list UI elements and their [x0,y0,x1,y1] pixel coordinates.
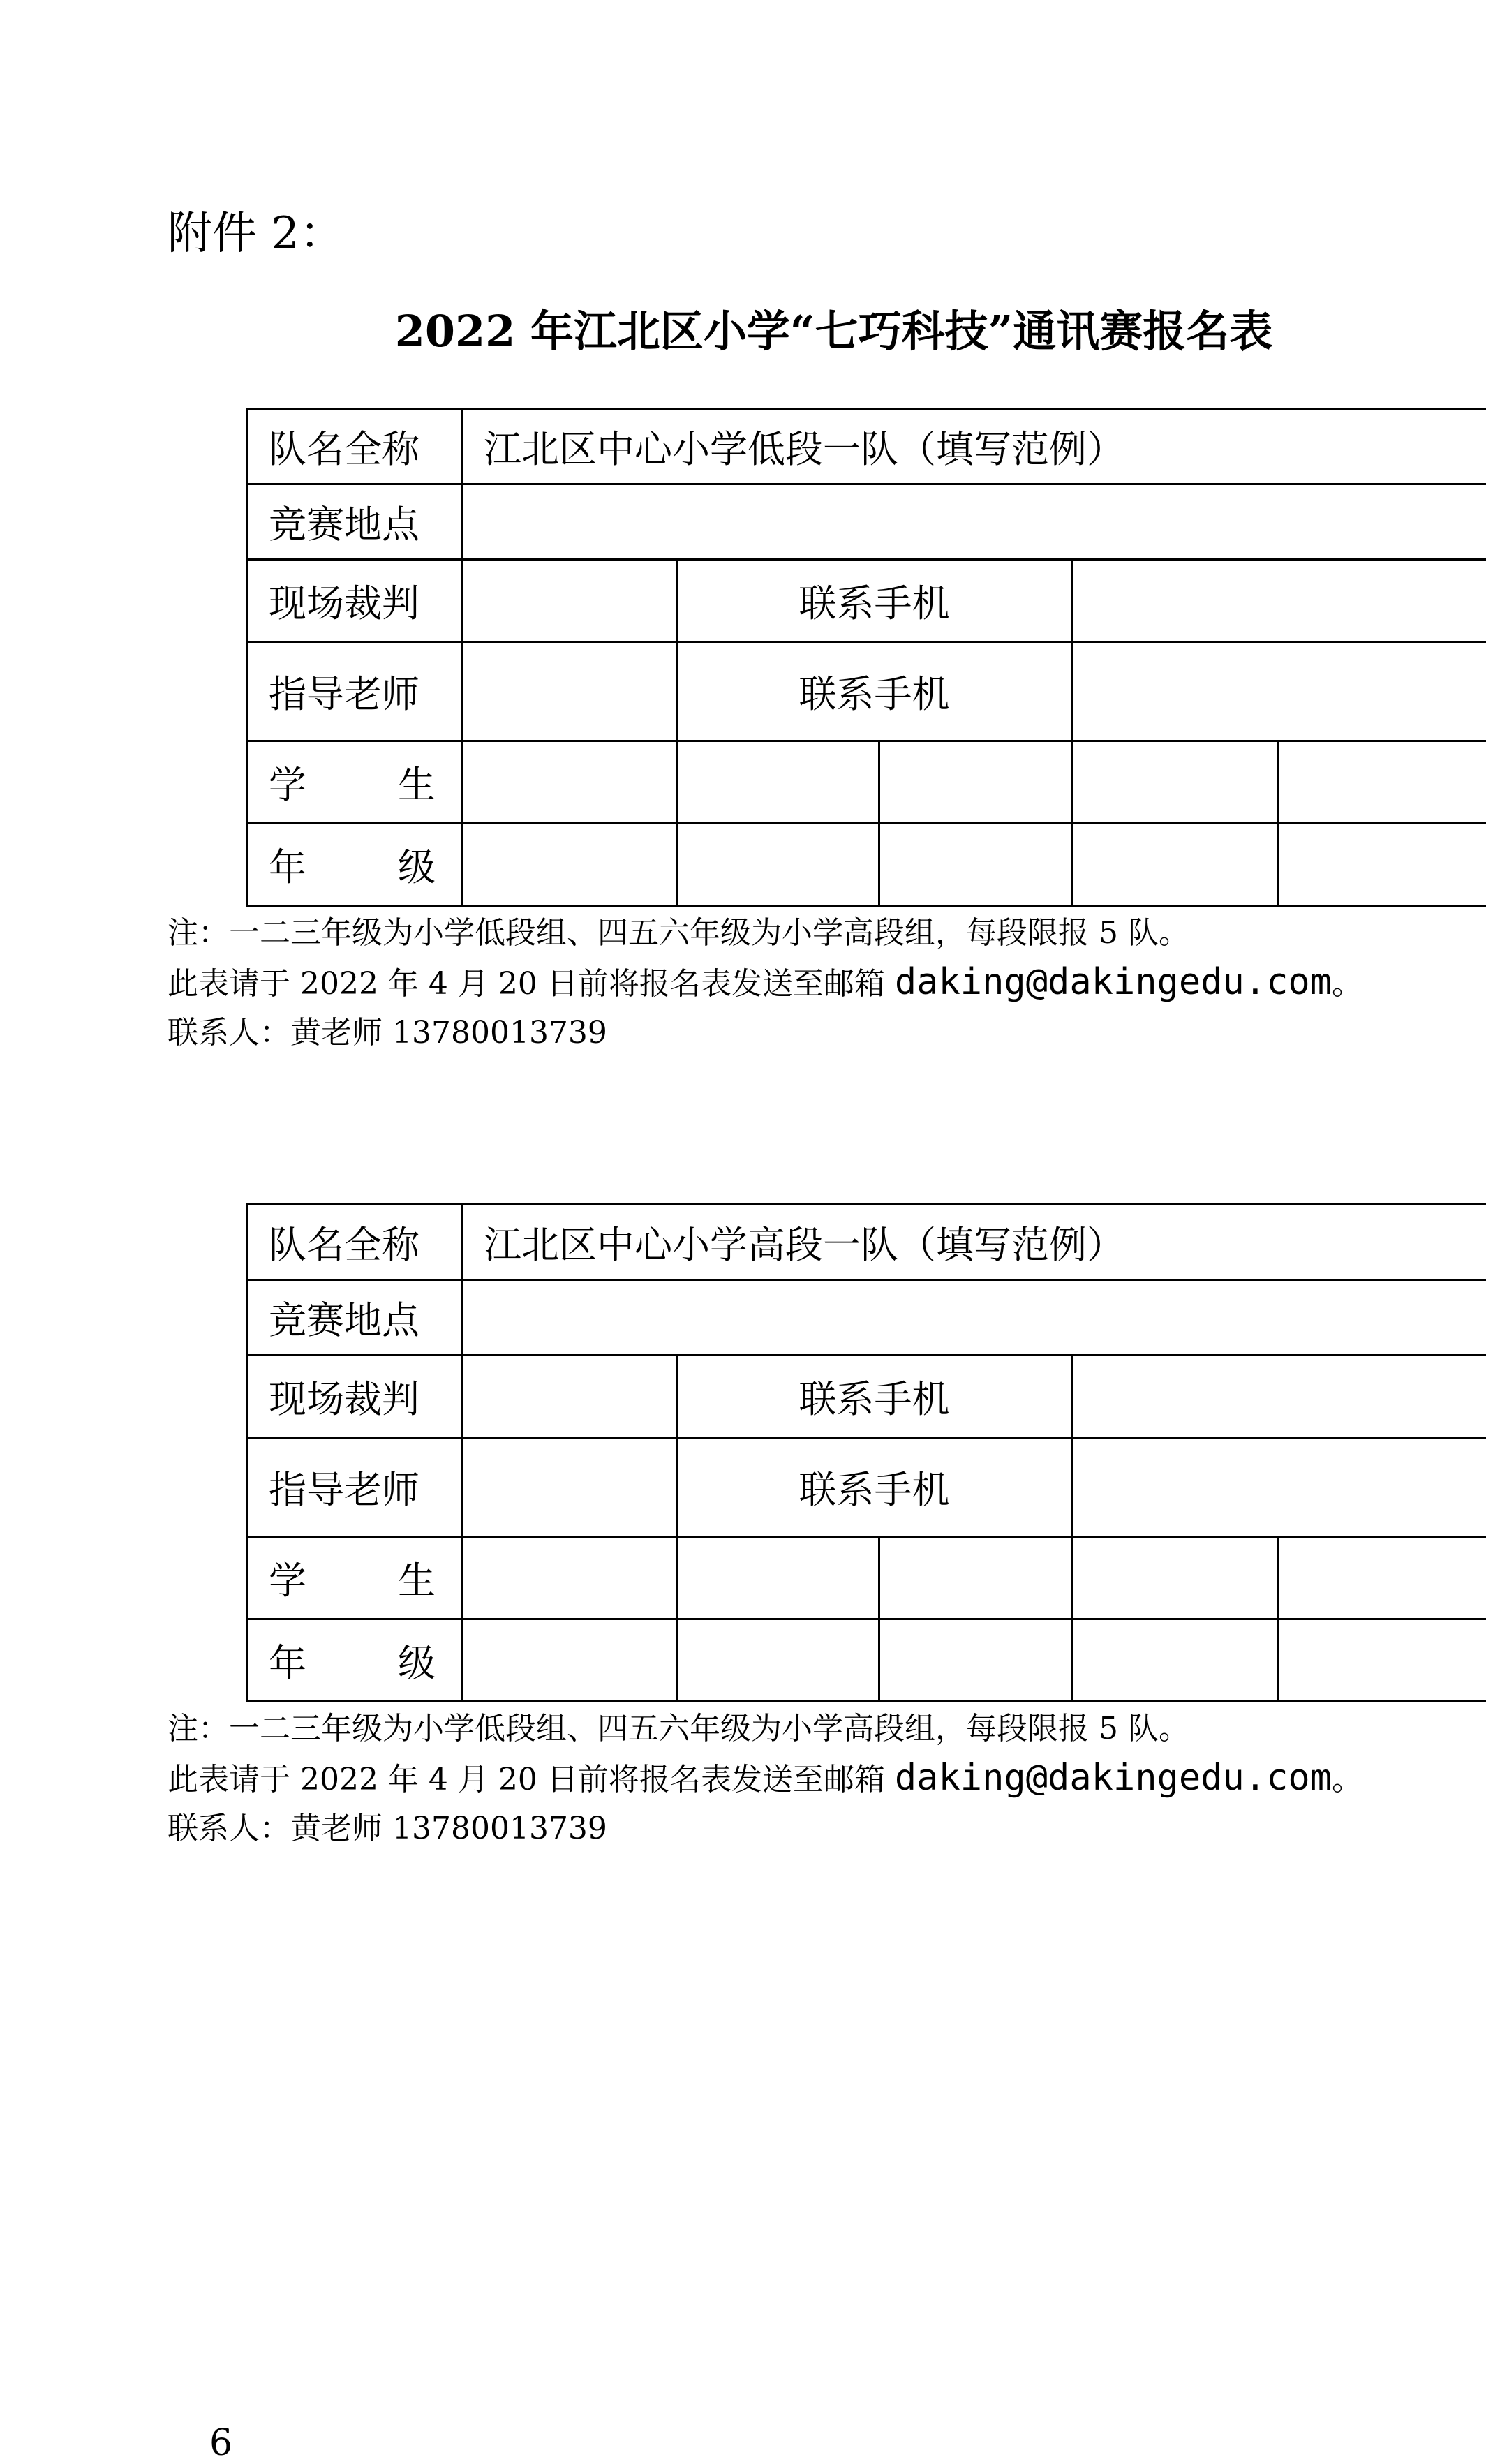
teacher-label: 指导老师 [247,642,462,741]
student-label: 学生 [247,741,462,824]
registration-table [246,408,1486,907]
note-deadline [168,958,1362,1009]
student-field[interactable] [1072,741,1279,824]
student-field[interactable] [462,1537,677,1619]
teacher-phone-field[interactable] [1072,642,1486,741]
venue-label: 竞赛地点 [247,1280,462,1356]
student-field[interactable] [1072,1537,1279,1619]
teacher-field[interactable] [462,1438,677,1537]
teacher-field[interactable] [462,642,677,741]
note-deadline-text: 此表请于 2022 年 4 月 20 日前将报名表发送至邮箱 [168,966,895,1002]
note-email[interactable]: daking@dakingedu.com [895,961,1332,1003]
team-name-value[interactable]: 江北区中心小学低段一队（填写范例） [462,409,1486,484]
grade-field[interactable] [677,824,879,906]
grade-label: 年级 [247,1619,462,1702]
venue-label: 竞赛地点 [247,484,462,560]
student-field[interactable] [879,1537,1072,1619]
grade-field[interactable] [879,824,1072,906]
attachment-label: 附件 2： [168,202,344,265]
teacher-phone-label: 联系手机 [677,1438,1072,1537]
venue-field[interactable] [462,484,1486,560]
note-quota: 注：一二三年级为小学低段组、四五六年级为小学高段组，每段限报 5 队。 [168,1705,1362,1753]
team-name-label: 队名全称 [247,409,462,484]
registration-table [246,1203,1486,1702]
referee-label: 现场裁判 [247,560,462,642]
teacher-label: 指导老师 [247,1438,462,1537]
note-deadline-end: 。 [1332,966,1362,1002]
student-field[interactable] [462,741,677,824]
document-title: 2022 年江北区小学“七巧科技”通讯赛报名表 [0,300,1486,363]
teacher-phone-field[interactable] [1072,1438,1486,1537]
teacher-phone-label: 联系手机 [677,642,1072,741]
note-email[interactable]: daking@dakingedu.com [895,1757,1332,1799]
grade-field[interactable] [462,1619,677,1702]
grade-field[interactable] [1072,1619,1279,1702]
student-field[interactable] [677,1537,879,1619]
grade-field[interactable] [1279,1619,1486,1702]
grade-field[interactable] [1279,824,1486,906]
form-notes [168,909,1362,1057]
note-deadline-text: 此表请于 2022 年 4 月 20 日前将报名表发送至邮箱 [168,1762,895,1797]
team-name-value[interactable]: 江北区中心小学高段一队（填写范例） [462,1205,1486,1280]
student-label: 学生 [247,1537,462,1619]
student-field[interactable] [1279,1537,1486,1619]
referee-phone-field[interactable] [1072,1356,1486,1438]
note-deadline-end: 。 [1332,1762,1362,1797]
grade-field[interactable] [462,824,677,906]
referee-field[interactable] [462,1356,677,1438]
grade-field[interactable] [1072,824,1279,906]
student-field[interactable] [879,741,1072,824]
note-quota: 注：一二三年级为小学低段组、四五六年级为小学高段组，每段限报 5 队。 [168,909,1362,958]
grade-field[interactable] [677,1619,879,1702]
team-name-label: 队名全称 [247,1205,462,1280]
referee-phone-field[interactable] [1072,560,1486,642]
student-field[interactable] [677,741,879,824]
note-contact: 联系人：黄老师 13780013739 [168,1804,1362,1853]
student-field[interactable] [1279,741,1486,824]
grade-field[interactable] [879,1619,1072,1702]
referee-label: 现场裁判 [247,1356,462,1438]
referee-phone-label: 联系手机 [677,1356,1072,1438]
venue-field[interactable] [462,1280,1486,1356]
referee-field[interactable] [462,560,677,642]
page-number: 6 [209,2422,232,2464]
note-contact: 联系人：黄老师 13780013739 [168,1009,1362,1057]
grade-label: 年级 [247,824,462,906]
note-deadline [168,1753,1362,1804]
form-notes [168,1705,1362,1853]
referee-phone-label: 联系手机 [677,560,1072,642]
